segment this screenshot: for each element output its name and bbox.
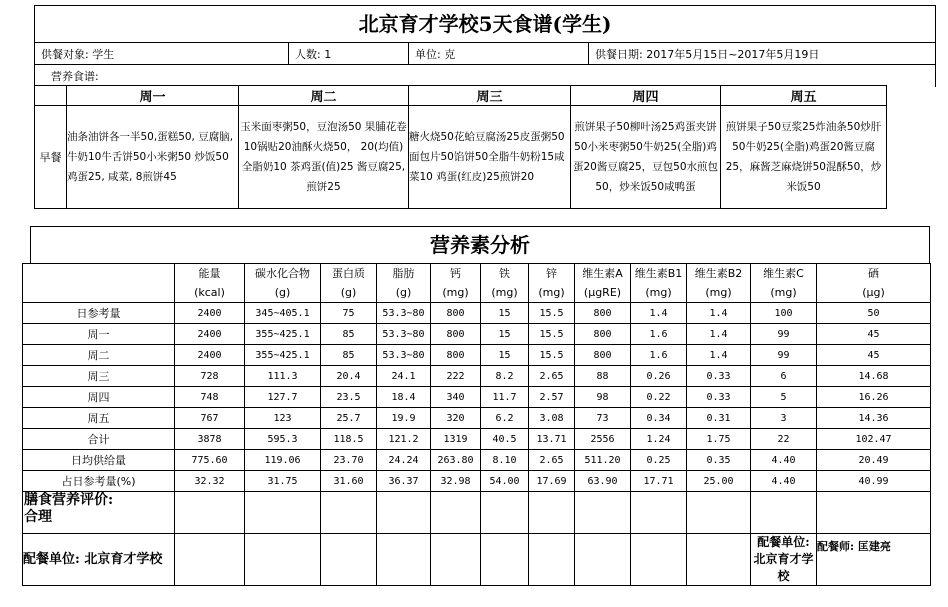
value-cell: 355~425.1 — [245, 324, 321, 345]
row-label: 合计 — [23, 429, 175, 450]
row-label: 占日参考量(%) — [23, 471, 175, 492]
value-cell: 511.20 — [575, 450, 631, 471]
value-cell: 800 — [431, 345, 481, 366]
value-cell: 1.4 — [687, 345, 751, 366]
row-label: 周一 — [23, 324, 175, 345]
value-cell: 1.24 — [631, 429, 687, 450]
value-cell: 119.06 — [245, 450, 321, 471]
col-header: 硒 (μg) — [817, 264, 931, 303]
value-cell: 340 — [431, 387, 481, 408]
col-header: 能量 (kcal) — [175, 264, 245, 303]
value-cell: 320 — [431, 408, 481, 429]
table-row — [23, 450, 931, 471]
food-wed: 糖火烧50花蛤豆腐汤25皮蛋粥50面包片50馅饼50全脂牛奶粉15咸菜10 鸡蛋(红皮)25煎饼20 — [409, 106, 571, 209]
value-cell: 4.40 — [751, 471, 817, 492]
value-cell: 14.68 — [817, 366, 931, 387]
nutrition-table — [22, 263, 931, 586]
row-label: 周四 — [23, 387, 175, 408]
table-row — [23, 366, 931, 387]
target-cell: 供餐对象: 学生 — [35, 43, 289, 65]
value-cell: 45 — [817, 345, 931, 366]
value-cell: 800 — [431, 324, 481, 345]
day-header-fri: 周五 — [721, 86, 887, 106]
day-header-wed: 周三 — [409, 86, 571, 106]
value-cell: 18.4 — [377, 387, 431, 408]
value-cell: 25.00 — [687, 471, 751, 492]
value-cell: 15 — [481, 345, 529, 366]
value-cell: 4.40 — [751, 450, 817, 471]
value-cell: 73 — [575, 408, 631, 429]
row-label: 日均供给量 — [23, 450, 175, 471]
value-cell: 15 — [481, 324, 529, 345]
food-thu: 煎饼果子50柳叶汤25鸡蛋夹饼50小米枣粥50牛奶25(全脂)鸡蛋20酱豆腐25，豆包50水煎包50，炒米饭50咸鸭蛋 — [571, 106, 721, 209]
food-fri: 煎饼果子50豆浆25炸油条50炒肝50牛奶25(全脂)鸡蛋20酱豆腐25，麻酱芝麻烧饼50混酥50，炒米饭50 — [721, 106, 887, 209]
day-header-mon: 周一 — [67, 86, 239, 106]
unit-cell: 单位: 克 — [409, 43, 589, 65]
value-cell: 2400 — [175, 324, 245, 345]
date-cell: 供餐日期: 2017年5月15日~2017年5月19日 — [589, 43, 936, 65]
value-cell: 13.71 — [529, 429, 575, 450]
value-cell: 0.25 — [631, 450, 687, 471]
count-cell: 人数: 1 — [289, 43, 409, 65]
value-cell: 2400 — [175, 345, 245, 366]
meal-label: 早餐 — [35, 106, 67, 209]
day-header-tue: 周二 — [239, 86, 409, 106]
value-cell: 20.4 — [321, 366, 377, 387]
value-cell: 63.90 — [575, 471, 631, 492]
value-cell: 53.3~80 — [377, 303, 431, 324]
nutrition-title: 营养素分析 — [30, 226, 930, 264]
value-cell: 263.80 — [431, 450, 481, 471]
value-cell: 5 — [751, 387, 817, 408]
menu-table — [34, 85, 887, 209]
menu-label: 营养食谱: — [35, 65, 936, 87]
value-cell: 98 — [575, 387, 631, 408]
col-header: 维生素C (mg) — [751, 264, 817, 303]
value-cell: 3 — [751, 408, 817, 429]
value-cell: 15 — [481, 303, 529, 324]
value-cell: 100 — [751, 303, 817, 324]
chef: 配餐师: 匡建亮 — [817, 534, 931, 586]
table-row — [23, 345, 931, 366]
value-cell: 88 — [575, 366, 631, 387]
table-row — [23, 387, 931, 408]
value-cell: 2.65 — [529, 450, 575, 471]
value-cell: 595.3 — [245, 429, 321, 450]
value-cell: 0.33 — [687, 366, 751, 387]
value-cell: 50 — [817, 303, 931, 324]
value-cell: 14.36 — [817, 408, 931, 429]
value-cell: 748 — [175, 387, 245, 408]
value-cell: 355~425.1 — [245, 345, 321, 366]
value-cell: 32.98 — [431, 471, 481, 492]
value-cell: 40.99 — [817, 471, 931, 492]
value-cell: 53.3~80 — [377, 324, 431, 345]
value-cell: 0.31 — [687, 408, 751, 429]
value-cell: 99 — [751, 324, 817, 345]
org-left: 配餐单位: 北京育才学校 — [23, 534, 175, 586]
row-label: 日参考量 — [23, 303, 175, 324]
table-row — [23, 471, 931, 492]
value-cell: 99 — [751, 345, 817, 366]
table-row — [23, 324, 931, 345]
table-row — [23, 303, 931, 324]
value-cell: 16.26 — [817, 387, 931, 408]
corner-cell — [23, 264, 175, 303]
value-cell: 11.7 — [481, 387, 529, 408]
value-cell: 222 — [431, 366, 481, 387]
value-cell: 1.75 — [687, 429, 751, 450]
value-cell: 123 — [245, 408, 321, 429]
col-header: 锌 (mg) — [529, 264, 575, 303]
value-cell: 2400 — [175, 303, 245, 324]
value-cell: 6.2 — [481, 408, 529, 429]
value-cell: 127.7 — [245, 387, 321, 408]
col-header: 铁 (mg) — [481, 264, 529, 303]
value-cell: 24.24 — [377, 450, 431, 471]
info-table — [34, 42, 936, 87]
col-header: 钙 (mg) — [431, 264, 481, 303]
org-right: 配餐单位: 北京育才学校 — [751, 534, 817, 586]
value-cell: 102.47 — [817, 429, 931, 450]
day-header-thu: 周四 — [571, 86, 721, 106]
row-label: 周二 — [23, 345, 175, 366]
value-cell: 8.10 — [481, 450, 529, 471]
col-header: 维生素B1 (mg) — [631, 264, 687, 303]
value-cell: 85 — [321, 345, 377, 366]
col-header: 碳水化合物 (g) — [245, 264, 321, 303]
value-cell: 121.2 — [377, 429, 431, 450]
value-cell: 800 — [431, 303, 481, 324]
value-cell: 767 — [175, 408, 245, 429]
value-cell: 775.60 — [175, 450, 245, 471]
value-cell: 0.33 — [687, 387, 751, 408]
value-cell: 0.35 — [687, 450, 751, 471]
value-cell: 1.6 — [631, 345, 687, 366]
value-cell: 17.71 — [631, 471, 687, 492]
value-cell: 2.57 — [529, 387, 575, 408]
value-cell: 0.34 — [631, 408, 687, 429]
value-cell: 25.7 — [321, 408, 377, 429]
value-cell: 118.5 — [321, 429, 377, 450]
value-cell: 2.65 — [529, 366, 575, 387]
value-cell: 6 — [751, 366, 817, 387]
value-cell: 15.5 — [529, 324, 575, 345]
value-cell: 728 — [175, 366, 245, 387]
value-cell: 31.60 — [321, 471, 377, 492]
value-cell: 20.49 — [817, 450, 931, 471]
value-cell: 40.5 — [481, 429, 529, 450]
evaluation-cell: 膳食营养评价: 合理 — [23, 492, 175, 534]
value-cell: 24.1 — [377, 366, 431, 387]
value-cell: 45 — [817, 324, 931, 345]
value-cell: 1319 — [431, 429, 481, 450]
value-cell: 19.9 — [377, 408, 431, 429]
col-header: 维生素B2 (mg) — [687, 264, 751, 303]
page-title: 北京育才学校5天食谱(学生) — [34, 5, 936, 43]
value-cell: 800 — [575, 345, 631, 366]
food-tue: 玉米面枣粥50，豆泡汤50 果脯花卷10锅贴20油酥火烧50， 20(均值)全脂奶10 茶鸡蛋(值)25 酱豆腐25, 煎饼25 — [239, 106, 409, 209]
value-cell: 0.26 — [631, 366, 687, 387]
row-label: 周三 — [23, 366, 175, 387]
row-label: 周五 — [23, 408, 175, 429]
value-cell: 0.22 — [631, 387, 687, 408]
value-cell: 85 — [321, 324, 377, 345]
value-cell: 1.4 — [687, 303, 751, 324]
value-cell: 3.08 — [529, 408, 575, 429]
value-cell: 1.4 — [631, 303, 687, 324]
table-row — [23, 429, 931, 450]
value-cell: 111.3 — [245, 366, 321, 387]
value-cell: 800 — [575, 303, 631, 324]
value-cell: 23.5 — [321, 387, 377, 408]
col-header: 脂肪 (g) — [377, 264, 431, 303]
value-cell: 23.70 — [321, 450, 377, 471]
value-cell: 54.00 — [481, 471, 529, 492]
value-cell: 15.5 — [529, 303, 575, 324]
value-cell: 345~405.1 — [245, 303, 321, 324]
value-cell: 3878 — [175, 429, 245, 450]
value-cell: 22 — [751, 429, 817, 450]
value-cell: 32.32 — [175, 471, 245, 492]
value-cell: 31.75 — [245, 471, 321, 492]
value-cell: 75 — [321, 303, 377, 324]
col-header: 蛋白质 (g) — [321, 264, 377, 303]
value-cell: 1.4 — [687, 324, 751, 345]
col-header: 维生素A (μgRE) — [575, 264, 631, 303]
value-cell: 2556 — [575, 429, 631, 450]
value-cell: 15.5 — [529, 345, 575, 366]
value-cell: 8.2 — [481, 366, 529, 387]
table-row — [23, 408, 931, 429]
value-cell: 1.6 — [631, 324, 687, 345]
value-cell: 800 — [575, 324, 631, 345]
food-mon: 油条油饼各一半50,蛋糕50, 豆腐脑, 牛奶10牛舌饼50小米粥50 炒饭50鸡蛋25, 咸菜, 8煎饼45 — [67, 106, 239, 209]
value-cell: 17.69 — [529, 471, 575, 492]
value-cell: 36.37 — [377, 471, 431, 492]
value-cell: 53.3~80 — [377, 345, 431, 366]
